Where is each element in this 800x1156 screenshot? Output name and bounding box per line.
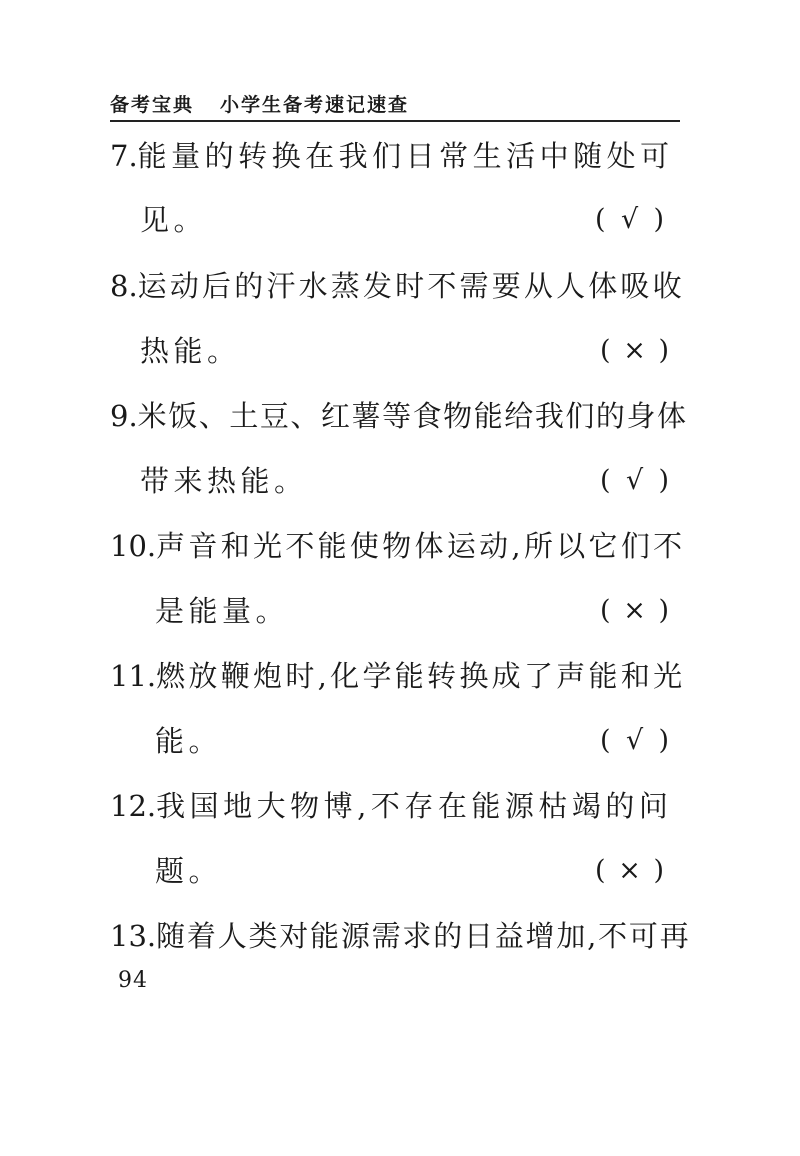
open-paren: ( [595, 204, 606, 235]
question-7-line-2: 见。 [140, 203, 208, 237]
close-paren: ) [658, 335, 670, 366]
close-paren: ) [658, 465, 670, 496]
answer-mark: √ [625, 465, 644, 496]
page-header [110, 88, 680, 122]
question-8-line-1 [110, 268, 685, 304]
question-number: 7. [110, 139, 138, 173]
question-8-line-2: 热能。 [140, 334, 241, 368]
page-number: 94 [118, 968, 148, 993]
question-text: 燃放鞭炮时,化学能转换成了声能和光 [156, 659, 686, 693]
question-12-line-2: 题。 [155, 854, 223, 888]
question-7-answer [595, 202, 664, 238]
book-title: 备考宝典 [110, 94, 195, 116]
question-text: 运动后的汗水蒸发时不需要从人体吸收 [137, 269, 685, 303]
question-text: 米饭、土豆、红薯等食物能给我们的身体 [137, 399, 688, 433]
question-number: 13. [110, 919, 157, 953]
question-11-line-1 [110, 658, 685, 694]
question-text: 随着人类对能源需求的日益增加,不可再 [156, 919, 691, 953]
question-9-line-1 [110, 398, 688, 434]
question-11-answer [600, 723, 669, 759]
question-9-answer [600, 463, 669, 499]
answer-mark: × [618, 855, 641, 886]
open-paren: ( [600, 595, 611, 626]
question-number: 12. [110, 789, 157, 823]
question-text: 声音和光不能使物体运动,所以它们不 [156, 529, 686, 563]
open-paren: ( [600, 335, 611, 366]
question-number: 11. [110, 659, 157, 693]
answer-mark: √ [625, 725, 644, 756]
question-number: 8. [110, 269, 138, 303]
question-12-answer [595, 853, 664, 889]
question-7-line-1 [110, 138, 674, 174]
question-text: 能量的转换在我们日常生活中随处可 [137, 139, 674, 173]
close-paren: ) [658, 725, 670, 756]
question-9-line-2: 带来热能。 [140, 464, 308, 498]
answer-mark: √ [620, 204, 639, 235]
question-number: 9. [110, 399, 138, 433]
close-paren: ) [653, 855, 665, 886]
answer-mark: × [623, 595, 646, 626]
question-text: 我国地大物博,不存在能源枯竭的问 [156, 789, 673, 823]
question-12-line-1 [110, 788, 672, 824]
answer-mark: × [623, 335, 646, 366]
series-title: 小学生备考速记速查 [220, 94, 410, 116]
question-number: 10. [110, 529, 157, 563]
question-13-line-1 [110, 918, 691, 954]
question-10-answer [600, 593, 669, 629]
close-paren: ) [653, 204, 665, 235]
open-paren: ( [600, 725, 611, 756]
question-11-line-2: 能。 [155, 724, 223, 758]
header-title [110, 90, 409, 117]
question-10-line-1 [110, 528, 685, 564]
question-10-line-2: 是能量。 [155, 594, 290, 628]
open-paren: ( [595, 855, 606, 886]
question-8-answer [600, 333, 669, 369]
close-paren: ) [658, 595, 670, 626]
open-paren: ( [600, 465, 611, 496]
